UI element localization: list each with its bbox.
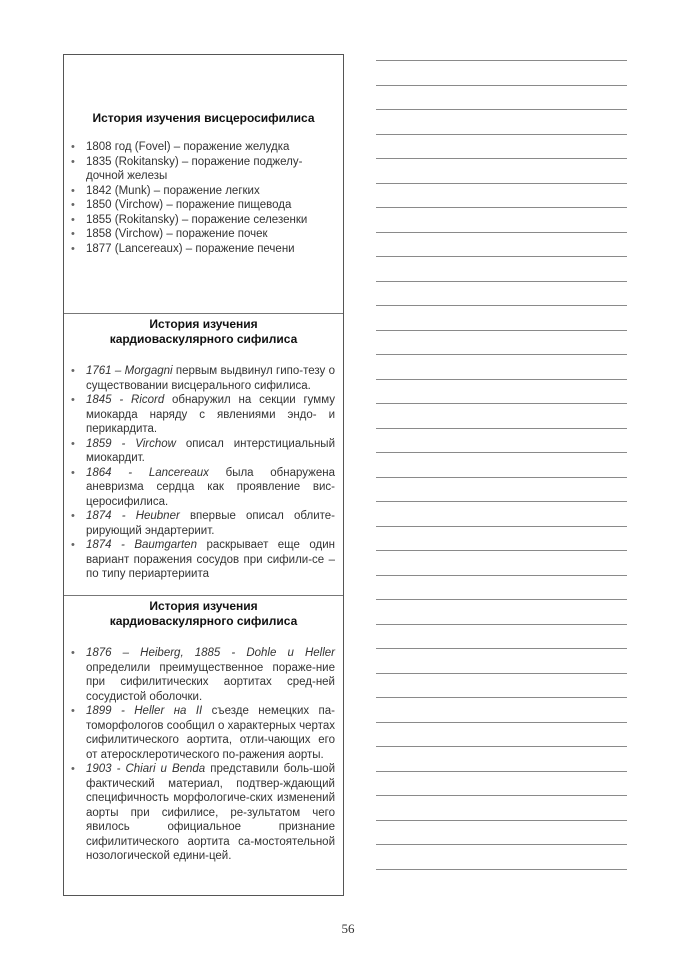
list-item: • 1858 (Virchow) – поражение почек: [86, 227, 335, 242]
slide-title: [64, 317, 343, 347]
note-line: [376, 134, 627, 135]
slide-title: История изучения висцеросифилиса: [92, 111, 315, 125]
note-line: [376, 550, 627, 551]
history-list: [64, 646, 343, 864]
note-line: [376, 109, 627, 110]
slide-cardiovascular-syphilis-history-2: [64, 595, 343, 897]
note-line: [376, 795, 627, 796]
note-line: [376, 844, 627, 845]
note-line: [376, 526, 627, 527]
note-line: [376, 648, 627, 649]
note-line: [376, 869, 627, 870]
note-line: [376, 158, 627, 159]
title-line: История изучения: [149, 317, 258, 331]
note-line: [376, 501, 627, 502]
note-line: [376, 330, 627, 331]
note-line: [376, 746, 627, 747]
list-item: • 1855 (Rokitansky) – поражение селезенки: [86, 213, 335, 228]
item-text: определили преимущественное пораже-ние при сифилитических аортитах сред-ней сосудистой оболочки.: [86, 661, 335, 703]
slide-title: [64, 599, 343, 629]
title-line: История изучения: [149, 599, 258, 613]
note-line: [376, 599, 627, 600]
item-text: съезде немецких па-томорфологов сообщил о характерных чертах сифилитического аортита, отли-чающих его от атеросклеротического по-ражения аорты.: [86, 705, 336, 761]
list-item: [86, 466, 335, 510]
item-text: первым выдвинул гипо-тезу о существовании висцерального сифилиса.: [86, 365, 335, 392]
slide-visceral-syphilis-history: [64, 55, 343, 313]
list-item: [86, 437, 335, 466]
item-text: представили боль-шой фактический материал, подтвер-ждающий специфичность морфологиче-ских изменений аорты при сифилисе, ре-зультатом чего явилось официальное признание сифилитического аортита са-мостоятельной нозологической едини-цей.: [86, 763, 335, 862]
item-lead: 1864 - Lancereaux: [86, 466, 209, 479]
item-lead: 1899 - Heller на II: [86, 705, 203, 717]
item-lead: 1874 - Heubner: [86, 510, 180, 522]
item-text: описал интерстициальный миокардит.: [86, 437, 335, 464]
note-line: [376, 232, 627, 233]
list-item: • 1850 (Virchow) – поражение пищевода: [86, 198, 335, 213]
list-item: [86, 704, 335, 762]
note-line: [376, 428, 627, 429]
note-line: [376, 379, 627, 380]
item-lead: 1874 - Baumgarten: [86, 539, 197, 551]
item-lead: 1859 - Virchow: [86, 437, 176, 450]
page-number: 56: [341, 921, 355, 936]
item-lead: 1845 - Ricord: [86, 394, 165, 406]
item-lead: 1876 – Heiberg, 1885 - Dohle и Heller: [86, 647, 335, 659]
slide-cardiovascular-syphilis-history-1: [64, 313, 343, 595]
note-line: [376, 305, 627, 306]
item-text: была обнаружена аневризма сердца как проявление вис-церосифилиса.: [86, 466, 335, 508]
list-item: • 1877 (Lancereaux) – поражение печени: [86, 242, 335, 257]
item-text: впервые описал облите-рирующий эндартериит.: [86, 510, 335, 537]
list-item: • 1835 (Rokitansky) – поражение поджелу-дочной железы: [86, 155, 335, 184]
list-item: [86, 538, 335, 582]
title-line: кардиоваскулярного сифилиса: [109, 614, 298, 628]
list-item: [86, 364, 335, 393]
item-lead: 1903 - Chiari и Benda: [86, 763, 206, 775]
note-line: [376, 85, 627, 86]
note-line: [376, 673, 627, 674]
list-item: [86, 762, 335, 864]
note-line: [376, 183, 627, 184]
note-line: [376, 60, 627, 61]
note-line: [376, 697, 627, 698]
list-item: [86, 509, 335, 538]
note-line: [376, 820, 627, 821]
note-line: [376, 452, 627, 453]
note-lines: [376, 60, 627, 900]
item-text: раскрывает еще один вариант поражения сосудов при сифили-се – по типу периартериита: [86, 539, 336, 580]
note-line: [376, 403, 627, 404]
history-list: [64, 364, 343, 582]
note-line: [376, 575, 627, 576]
list-item: [86, 393, 335, 437]
item-lead: 1761 – Morgagni: [86, 365, 173, 377]
note-line: [376, 256, 627, 257]
note-line: [376, 354, 627, 355]
note-line: [376, 624, 627, 625]
list-item: [86, 646, 335, 704]
history-list: [64, 140, 343, 256]
title-line: кардиоваскулярного сифилиса: [109, 332, 298, 346]
note-line: [376, 281, 627, 282]
list-item: • 1842 (Munk) – поражение легких: [86, 184, 335, 199]
note-line: [376, 771, 627, 772]
item-text: обнаружил на секции гумму миокарда наряду с явлениями эндо- и перикардита.: [86, 394, 335, 435]
list-item: • 1808 год (Fovel) – поражение желудка: [86, 140, 335, 155]
note-line: [376, 477, 627, 478]
slides-frame: [63, 54, 344, 896]
note-line: [376, 722, 627, 723]
note-line: [376, 207, 627, 208]
